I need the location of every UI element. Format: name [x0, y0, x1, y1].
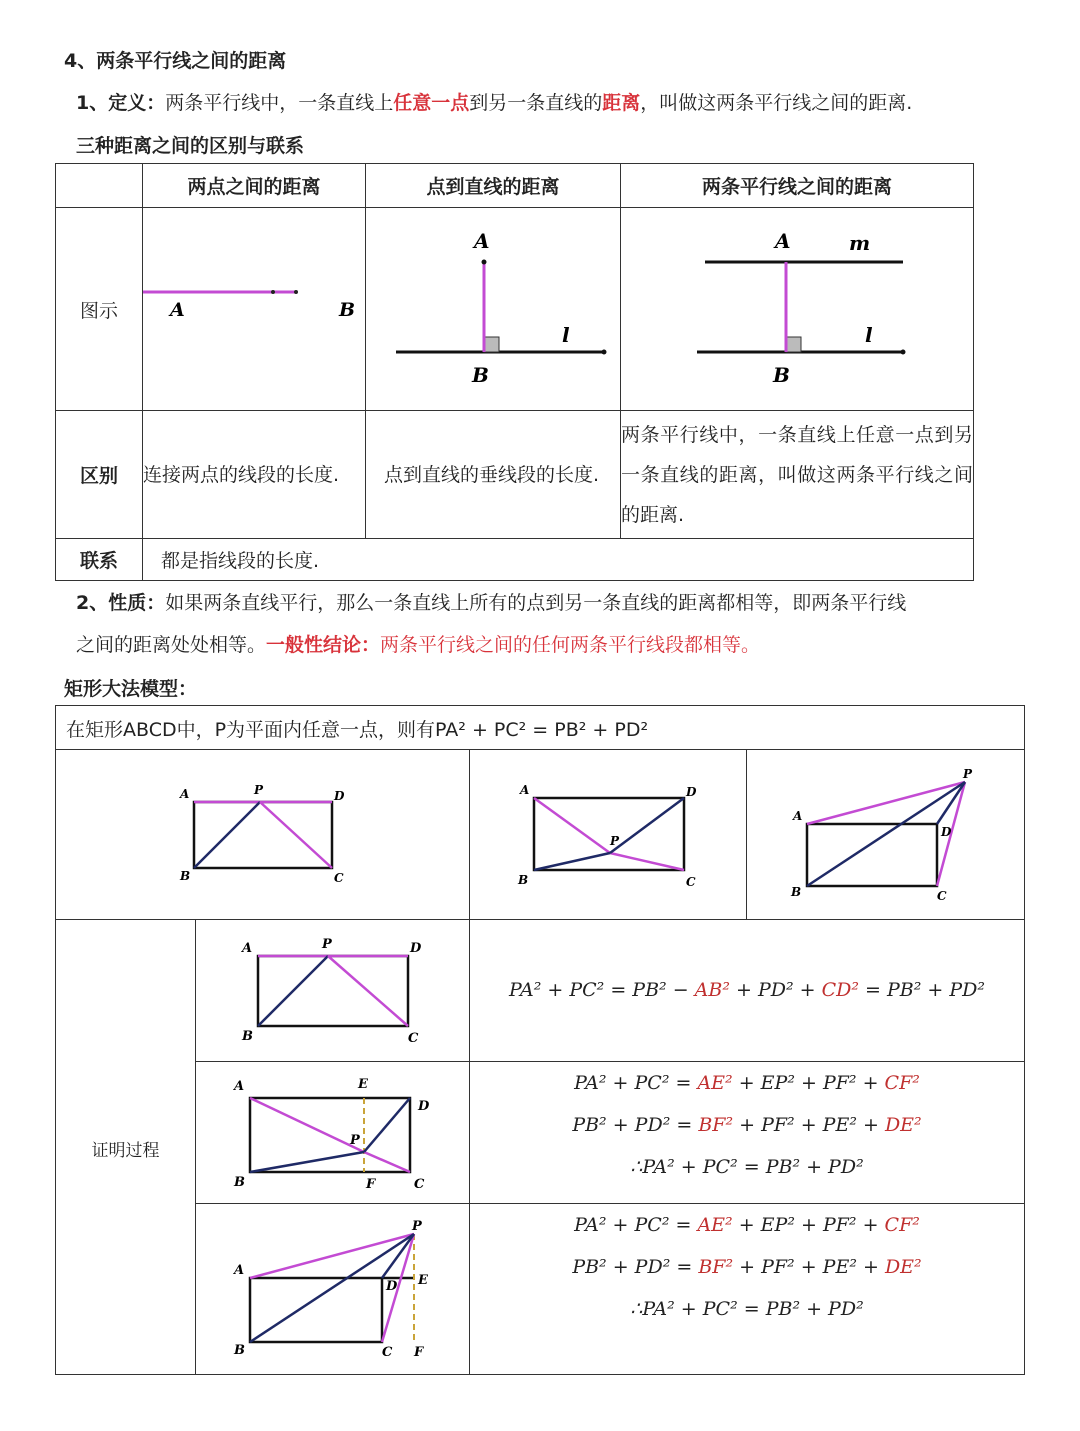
- label-b: B: [234, 1175, 245, 1190]
- definition-red1: 任意一点: [393, 92, 470, 114]
- label-p: P: [412, 1219, 422, 1234]
- proof1-formula: [470, 979, 1024, 1001]
- label-d: D: [941, 825, 952, 839]
- label-p: P: [254, 783, 264, 797]
- proof2-figure-cell: [195, 1061, 470, 1204]
- proof2-line3: ∴PA² + PC² = PB² + PD²: [630, 1156, 864, 1178]
- label-b: B: [791, 885, 802, 899]
- definition-prefix: 1、定义：: [76, 92, 166, 114]
- line-end-dot: [901, 350, 906, 355]
- relation-text: 都是指线段的长度.: [143, 539, 974, 581]
- compare-title: 三种距离之间的区别与联系: [76, 135, 305, 157]
- proof2-formula-cell: [469, 1061, 1025, 1204]
- proof3-bf-squared: BF²: [698, 1256, 734, 1278]
- label-f: F: [414, 1345, 424, 1360]
- compare-table: [55, 163, 974, 581]
- conclusion-label: 一般性结论：: [266, 634, 381, 656]
- label-d: D: [418, 1099, 430, 1114]
- label-p: P: [350, 1133, 360, 1148]
- segment-pd: [364, 1098, 410, 1152]
- parallel-lines-diagram: [621, 208, 973, 406]
- label-p: P: [963, 767, 973, 781]
- figure-two-points: [143, 208, 366, 411]
- segment-pc: [610, 853, 684, 870]
- proof3-de-squared: DE²: [884, 1256, 922, 1278]
- label-c: C: [686, 875, 696, 889]
- proof2-l1-c: + EP² + PF² +: [732, 1072, 885, 1094]
- definition-red2: 距离: [602, 92, 641, 114]
- proof1-part-a: PA² + PC² = PB² −: [508, 979, 695, 1001]
- label-a: A: [234, 1079, 245, 1094]
- label-e: E: [418, 1273, 428, 1288]
- statement-box: [55, 705, 1025, 750]
- label-a: A: [180, 787, 190, 801]
- segment-pc: [260, 802, 332, 868]
- label-e: E: [358, 1077, 368, 1092]
- label-c: C: [414, 1177, 425, 1192]
- model-cell-2: [469, 749, 747, 920]
- proof1-figure-cell: [195, 919, 470, 1062]
- segment-pb: [534, 853, 610, 870]
- proof1-part-c: + PD² +: [729, 979, 822, 1001]
- proof3-ae-squared: AE²: [697, 1214, 733, 1236]
- point-line-diagram: [366, 208, 620, 406]
- segment-pc: [364, 1152, 410, 1172]
- segment-pd: [610, 798, 684, 853]
- model-diagram-1: [56, 750, 469, 919]
- rect-model-title: 矩形大法模型：: [64, 678, 198, 700]
- label-a: A: [234, 1263, 245, 1278]
- proof2-l2-a: PB² + PD² =: [572, 1114, 699, 1136]
- segment-pa: [250, 1234, 414, 1278]
- proof3-l2-a: PB² + PD² =: [572, 1256, 699, 1278]
- row-label-figure: 图示: [56, 208, 143, 411]
- figure-parallel-lines: [621, 208, 974, 411]
- proof1-ab-squared: AB²: [694, 979, 730, 1001]
- model-diagram-3: [747, 750, 1024, 919]
- point-a: [482, 260, 487, 265]
- segment-pc: [328, 956, 408, 1026]
- segment-pb: [258, 956, 328, 1026]
- header-parallel-lines: 两条平行线之间的距离: [621, 164, 974, 208]
- label-c: C: [334, 871, 344, 885]
- model-diagram-2: [470, 750, 746, 919]
- proof3-line3: ∴PA² + PC² = PB² + PD²: [630, 1298, 864, 1320]
- conclusion-text: 两条平行线之间的任何两条平行线段都相等。: [380, 634, 761, 656]
- diff-two-points: 连接两点的线段的长度.: [143, 411, 366, 539]
- row-label-relation: 联系: [56, 539, 143, 581]
- right-angle-mark: [484, 337, 499, 352]
- label-d: D: [686, 785, 697, 799]
- proof1-diagram: [196, 920, 469, 1061]
- model-cell-3: [746, 749, 1025, 920]
- proof-label-cell: [55, 919, 196, 1375]
- label-b: B: [234, 1343, 245, 1358]
- definition-text1: 两条平行线中，一条直线上: [165, 92, 394, 114]
- label-b: B: [518, 873, 529, 887]
- proof2-line1: [470, 1072, 1024, 1094]
- header-empty: [56, 164, 143, 208]
- property-line1: [76, 588, 906, 615]
- label-b: B: [180, 869, 191, 883]
- label-c: C: [937, 889, 947, 903]
- header-point-line: 点到直线的距离: [366, 164, 621, 208]
- label-a: A: [474, 229, 490, 253]
- two-points-diagram: [143, 208, 365, 406]
- label-a: A: [170, 299, 185, 321]
- label-b: B: [339, 299, 356, 321]
- proof2-de-squared: DE²: [884, 1114, 922, 1136]
- proof2-line2: [470, 1114, 1024, 1136]
- header-two-points: 两点之间的距离: [143, 164, 366, 208]
- label-a: A: [520, 783, 530, 797]
- statement-text: 在矩形ABCD中，P为平面内任意一点，则有PA² + PC² = PB² + PD²: [66, 719, 649, 741]
- label-d: D: [410, 941, 422, 956]
- label-l: l: [865, 323, 873, 347]
- label-p: P: [610, 834, 620, 848]
- segment-pa: [534, 798, 610, 853]
- proof2-l2-c: + PF² + PE² +: [733, 1114, 885, 1136]
- proof3-l1-a: PA² + PC² =: [574, 1214, 698, 1236]
- property-line2: [76, 630, 760, 657]
- proof1-cd-squared: CD²: [821, 979, 860, 1001]
- diff-point-line: 点到直线的垂线段的长度.: [366, 411, 621, 539]
- model-cell-1: [55, 749, 470, 920]
- label-b: B: [242, 1029, 253, 1044]
- proof1-part-e: = PB² + PD²: [859, 979, 986, 1001]
- row-label-diff: 区别: [56, 411, 143, 539]
- label-f: F: [366, 1177, 376, 1192]
- label-l: l: [562, 323, 570, 347]
- label-c: C: [382, 1345, 393, 1360]
- segment-pa: [250, 1098, 364, 1152]
- proof3-figure-cell: [195, 1203, 470, 1375]
- proof-label: 证明过程: [91, 1141, 160, 1161]
- definition-text3: ，叫做这两条平行线之间的距离.: [640, 92, 913, 114]
- line-end-dot: [602, 350, 607, 355]
- proof3-l1-c: + EP² + PF² +: [732, 1214, 885, 1236]
- label-b: B: [773, 363, 790, 387]
- definition-text2: 到另一条直线的: [469, 92, 603, 114]
- label-p: P: [322, 937, 332, 952]
- section-title: 4、两条平行线之间的距离: [64, 50, 287, 72]
- label-a: A: [242, 941, 253, 956]
- point-a: [271, 290, 275, 294]
- point-b: [294, 290, 298, 294]
- label-b: B: [472, 363, 489, 387]
- proof3-diagram: [196, 1204, 469, 1374]
- proof2-bf-squared: BF²: [698, 1114, 734, 1136]
- proof3-l2-c: + PF² + PE² +: [733, 1256, 885, 1278]
- label-a: A: [775, 229, 791, 253]
- diff-parallel-lines: 两条平行线中，一条直线上任意一点到另一条直线的距离，叫做这两条平行线之间的距离.: [621, 411, 974, 539]
- segment-pb: [194, 802, 260, 868]
- label-c: C: [408, 1031, 419, 1046]
- label-a: A: [793, 809, 803, 823]
- label-d: D: [386, 1279, 398, 1294]
- proof3-cf-squared: CF²: [884, 1214, 920, 1236]
- proof2-diagram: [196, 1062, 469, 1203]
- label-d: D: [334, 789, 345, 803]
- label-m: m: [849, 231, 871, 255]
- definition-line: [76, 88, 912, 115]
- proof2-ae-squared: AE²: [697, 1072, 733, 1094]
- segment-pb: [250, 1152, 364, 1172]
- right-angle-mark: [786, 337, 801, 352]
- property-text1: 如果两条直线平行，那么一条直线上所有的点到另一条直线的距离都相等，即两条平行线: [165, 592, 907, 614]
- figure-point-line: [366, 208, 621, 411]
- property-text2: 之间的距离处处相等。: [76, 634, 267, 656]
- proof3-line1: [470, 1214, 1024, 1236]
- proof3-formula-cell: [469, 1203, 1025, 1375]
- proof2-l1-a: PA² + PC² =: [574, 1072, 698, 1094]
- proof3-line2: [470, 1256, 1024, 1278]
- property-prefix: 2、性质：: [76, 592, 166, 614]
- proof1-formula-cell: [469, 919, 1025, 1062]
- proof2-cf-squared: CF²: [884, 1072, 920, 1094]
